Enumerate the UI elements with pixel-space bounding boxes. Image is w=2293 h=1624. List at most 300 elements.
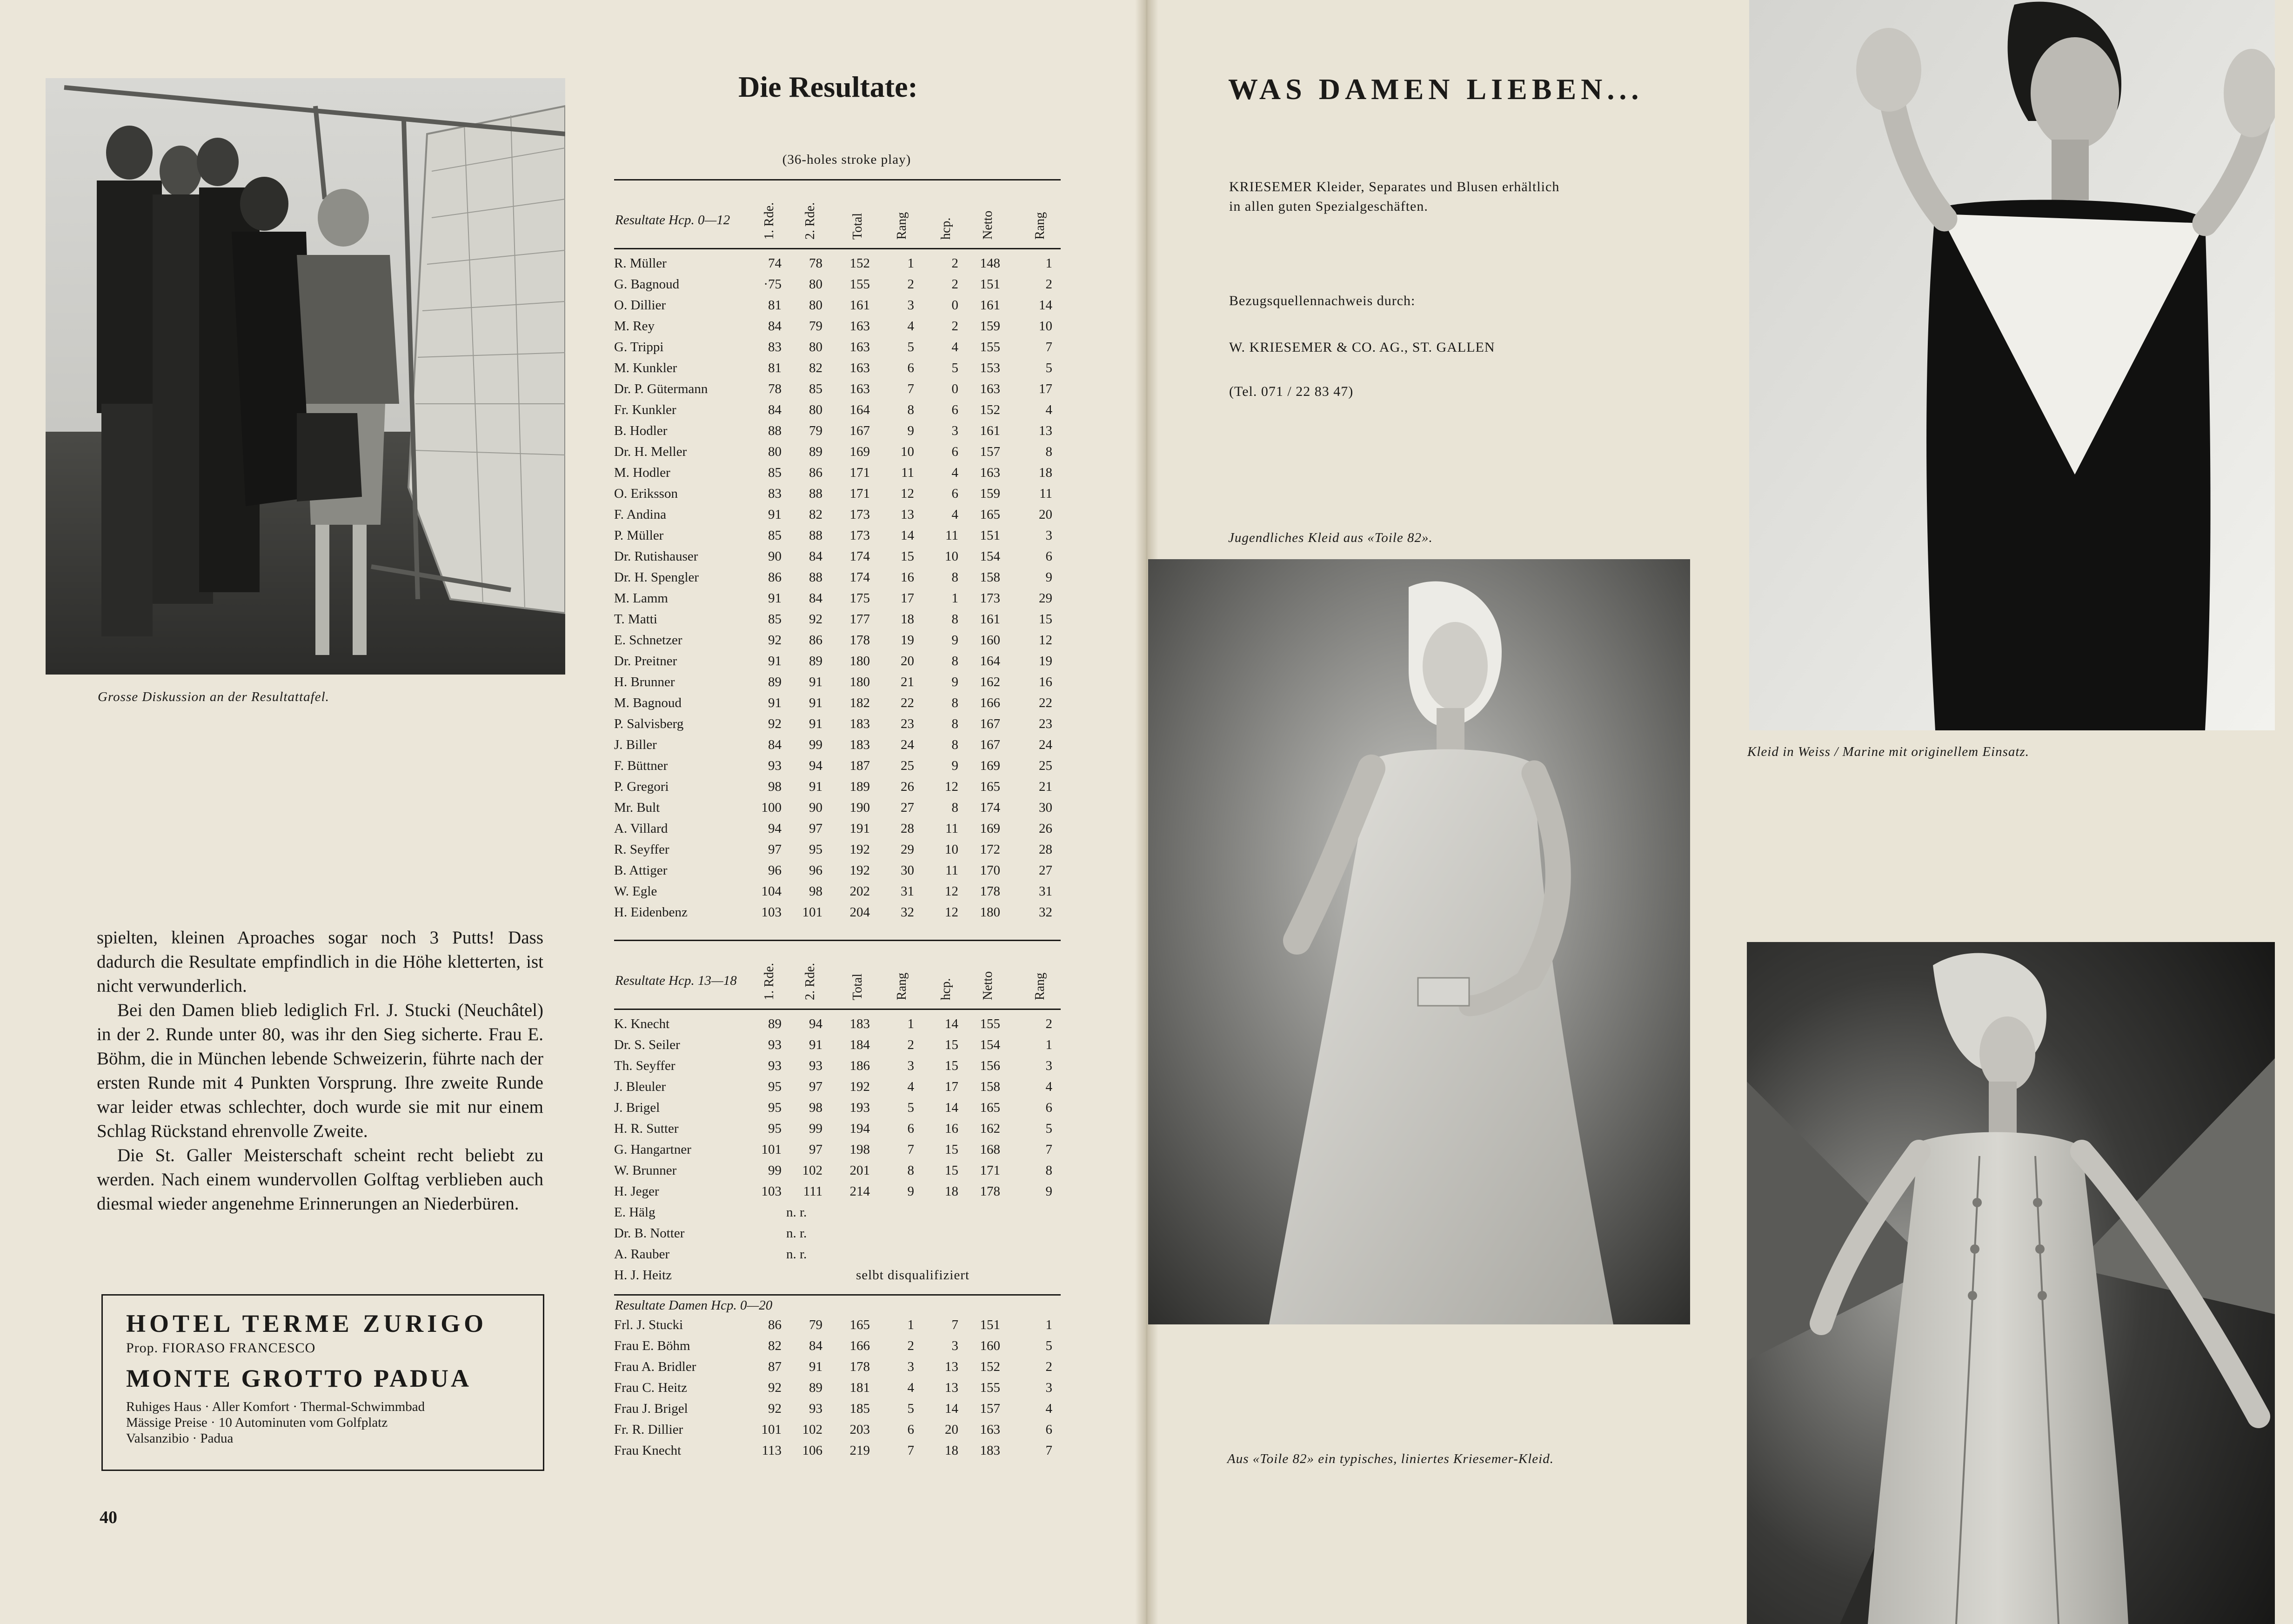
group1-row-23-col-3: 183 [849,737,870,752]
group1-row-29-col-7: 27 [1039,863,1052,878]
group2-row-0-col-1: 89 [768,1016,782,1031]
group3-row-1-col-3: 166 [849,1338,870,1353]
group1-row-9-col-7: 8 [1045,444,1052,459]
group2-row-3-col-5: 17 [945,1079,958,1094]
group3-row-2-col-3: 178 [849,1359,870,1374]
group1-row-17-col-3: 177 [849,612,870,627]
group1-row-8-col-6: 161 [980,423,1000,438]
group1-row-1-name: G. Bagnoud [614,277,680,292]
group1-row-2-name: O. Dillier [614,298,666,313]
group2-row-2-col-1: 93 [768,1058,782,1073]
group3-row-5-col-5: 20 [945,1422,958,1437]
group1-row-18-name: E. Schnetzer [614,633,682,648]
group2-row-6-col-2: 97 [809,1142,822,1157]
group2-header-col-4: hcp. [939,978,953,1000]
group3-row-1-col-1: 82 [768,1338,782,1353]
group1-row-7-col-7: 4 [1045,402,1052,417]
group2-dq-status: selbt disqualifiziert [856,1268,970,1283]
group1-row-19-col-6: 164 [980,654,1000,668]
group2-row-5-col-3: 194 [849,1121,870,1136]
group2-row-6-col-4: 7 [907,1142,914,1157]
group1-header-bottom-rule [614,248,1061,249]
group3-row-0-col-2: 79 [809,1317,822,1332]
group3-row-1-name: Frau E. Böhm [614,1338,690,1353]
group3-row-6-col-2: 106 [802,1443,822,1458]
group2-row-4-col-3: 193 [849,1100,870,1115]
group3-row-4-name: Frau J. Brigel [614,1401,688,1416]
group2-row-8-name: H. Jeger [614,1184,659,1199]
group3-row-3-name: Frau C. Heitz [614,1380,688,1395]
group1-row-6-col-3: 163 [849,381,870,396]
group2-row-7-col-6: 171 [980,1163,1000,1178]
group1-row-12-col-5: 4 [951,507,958,522]
group1-row-2-col-7: 14 [1039,298,1052,313]
group2-row-7-col-1: 99 [768,1163,782,1178]
hotel-proprietor: Prop. FIORASO FRANCESCO [126,1340,316,1356]
group1-row-6-col-6: 163 [980,381,1000,396]
group1-row-1-col-4: 2 [907,277,914,292]
group1-header-col-5: Netto [981,210,995,240]
group2-dq-name: H. J. Heitz [614,1268,672,1283]
group3-row-6-col-1: 113 [762,1443,782,1458]
group1-row-5-col-4: 6 [907,361,914,375]
group1-row-25-col-5: 12 [945,779,958,794]
group1-row-21-col-6: 166 [980,695,1000,710]
group3-row-5-col-2: 102 [802,1422,822,1437]
group1-row-30-col-6: 178 [980,884,1000,899]
group1-row-23-col-6: 167 [980,737,1000,752]
group2-row-3-col-1: 95 [768,1079,782,1094]
group1-row-22-col-2: 91 [809,716,822,731]
group2-row-3-col-2: 97 [809,1079,822,1094]
group1-row-8-col-2: 79 [809,423,822,438]
group1-row-23-col-2: 99 [809,737,822,752]
group1-row-25-col-2: 91 [809,779,822,794]
group1-row-13-col-5: 11 [945,528,958,543]
group2-nr-row-1-status: n. r. [786,1226,807,1241]
group1-row-10-col-5: 4 [951,465,958,480]
group1-header-col-3: Rang [895,212,909,240]
group3-row-1-col-7: 5 [1045,1338,1052,1353]
group1-row-11-col-1: 83 [768,486,782,501]
group1-row-20-col-7: 16 [1039,675,1052,689]
group1-row-19-name: Dr. Preitner [614,654,677,668]
group1-row-28-col-5: 10 [945,842,958,857]
group1-row-24-col-6: 169 [980,758,1000,773]
group1-row-6-col-7: 17 [1039,381,1052,396]
group3-top-rule [614,1294,1061,1296]
group3-row-6-col-7: 7 [1045,1443,1052,1458]
article-paragraph-1: spielten, kleinen Aproaches sogar noch 3 Putts! Dass dadurch die Resultate empfindlich in die Höhe kletterten, ist nicht verwunderlich. [97,928,543,996]
group2-header-col-2: Total [850,973,865,1000]
group1-row-26-name: Mr. Bult [614,800,660,815]
group1-row-21-name: M. Bagnoud [614,695,682,710]
group1-row-0-name: R. Müller [614,256,667,271]
caption-jugendliches-kleid: Jugendliches Kleid aus «Toile 82». [1228,530,1433,545]
group2-row-2-name: Th. Seyffer [614,1058,675,1073]
group1-row-24-col-1: 93 [768,758,782,773]
group1-row-26-col-7: 30 [1039,800,1052,815]
group2-row-6-col-5: 15 [945,1142,958,1157]
group1-row-4-col-2: 80 [809,340,822,354]
group1-row-12-col-7: 20 [1039,507,1052,522]
group2-row-1-col-4: 2 [907,1037,914,1052]
group3-row-2-col-4: 3 [907,1359,914,1374]
group1-row-1-col-7: 2 [1045,277,1052,292]
group1-row-19-col-3: 180 [849,654,870,668]
group1-row-13-name: P. Müller [614,528,664,543]
group2-row-3-col-6: 158 [980,1079,1000,1094]
group1-row-22-name: P. Salvisberg [614,716,684,731]
group1-row-31-col-6: 180 [980,905,1000,920]
group2-row-5-col-6: 162 [980,1121,1000,1136]
group3-row-2-col-2: 91 [809,1359,822,1374]
group3-row-6-col-4: 7 [907,1443,914,1458]
group1-row-9-col-5: 6 [951,444,958,459]
group1-header-col-2: Total [850,213,865,240]
group3-row-5-col-1: 101 [761,1422,782,1437]
group1-row-4-col-1: 83 [768,340,782,354]
group1-row-7-name: Fr. Kunkler [614,402,676,417]
group1-row-10-name: M. Hodler [614,465,670,480]
group1-row-28-col-7: 28 [1039,842,1052,857]
group3-row-5-col-7: 6 [1045,1422,1052,1437]
caption-kleid-weiss-marine: Kleid in Weiss / Marine mit originellem Einsatz. [1747,744,2029,759]
group2-row-4-col-1: 95 [768,1100,782,1115]
group1-row-17-col-4: 18 [901,612,914,627]
group2-row-8-col-6: 178 [980,1184,1000,1199]
group1-row-7-col-5: 6 [951,402,958,417]
group3-row-3-col-3: 181 [849,1380,870,1395]
group1-row-27-col-5: 11 [945,821,958,836]
group3-row-3-col-6: 155 [980,1380,1000,1395]
hotel-line-2: Mässige Preise · 10 Autominuten vom Golfplatz [126,1415,388,1430]
group2-row-6-col-3: 198 [849,1142,870,1157]
group2-row-4-name: J. Brigel [614,1100,660,1115]
group1-row-19-col-4: 20 [901,654,914,668]
group1-row-18-col-7: 12 [1039,633,1052,648]
group2-nr-row-0-name: E. Hälg [614,1205,655,1220]
group1-row-8-col-1: 88 [768,423,782,438]
group1-row-26-col-5: 8 [951,800,958,815]
group1-row-20-col-2: 91 [809,675,822,689]
group2-row-8-col-1: 103 [761,1184,782,1199]
group3-row-4-col-6: 157 [980,1401,1000,1416]
group3-row-3-col-2: 89 [809,1380,822,1395]
group1-row-3-col-4: 4 [907,319,914,334]
group1-row-25-col-6: 165 [980,779,1000,794]
group1-row-5-col-2: 82 [809,361,822,375]
group1-row-24-col-4: 25 [901,758,914,773]
group3-row-3-col-4: 4 [907,1380,914,1395]
group3-row-0-col-1: 86 [768,1317,782,1332]
group1-row-18-col-4: 19 [901,633,914,648]
group1-row-21-col-7: 22 [1039,695,1052,710]
page-number: 40 [100,1508,117,1527]
group1-row-2-col-1: 81 [768,298,782,313]
group1-row-15-col-3: 174 [849,570,870,585]
group2-row-2-col-5: 15 [945,1058,958,1073]
company-name: W. KRIESEMER & CO. AG., ST. GALLEN [1229,340,1495,355]
group1-row-30-col-2: 98 [809,884,822,899]
group1-row-28-col-3: 192 [849,842,870,857]
group2-header-col-6: Rang [1033,972,1047,1000]
group1-row-11-col-7: 11 [1039,486,1052,501]
group2-row-1-col-7: 1 [1045,1037,1052,1052]
group1-row-13-col-2: 88 [809,528,822,543]
group3-row-0-col-6: 151 [980,1317,1000,1332]
group1-row-16-name: M. Lamm [614,591,668,606]
group1-row-26-col-2: 90 [809,800,822,815]
group3-row-2-name: Frau A. Bridler [614,1359,696,1374]
group1-row-18-col-3: 178 [849,633,870,648]
group1-row-28-col-2: 95 [809,842,822,857]
group1-row-1-col-5: 2 [951,277,958,292]
group2-row-4-col-7: 6 [1045,1100,1052,1115]
group1-row-10-col-4: 11 [901,465,914,480]
group2-row-1-col-1: 93 [768,1037,782,1052]
group2-row-1-col-5: 15 [945,1037,958,1052]
group1-row-15-col-4: 16 [901,570,914,585]
ad-intro-line-1: KRIESEMER Kleider, Separates und Blusen erhältlich [1229,179,1560,194]
group2-row-3-col-7: 4 [1045,1079,1052,1094]
group2-row-2-col-7: 3 [1045,1058,1052,1073]
group1-row-27-name: A. Villard [614,821,668,836]
group1-row-30-col-7: 31 [1039,884,1052,899]
group1-row-16-col-3: 175 [849,591,870,606]
group2-row-6-col-1: 101 [761,1142,782,1157]
group1-row-16-col-2: 84 [809,591,822,606]
group1-row-11-col-4: 12 [901,486,914,501]
group1-row-24-col-3: 187 [849,758,870,773]
group1-row-9-col-6: 157 [980,444,1000,459]
group1-row-0-col-3: 152 [849,256,870,271]
group2-row-2-col-2: 93 [809,1058,822,1073]
hotel-name: HOTEL TERME ZURIGO [126,1310,488,1337]
group1-row-9-col-3: 169 [849,444,870,459]
group1-row-13-col-1: 85 [768,528,782,543]
group1-row-29-col-6: 170 [980,863,1000,878]
group1-row-14-col-2: 84 [809,549,822,564]
photo-liniertes-kleid [1747,942,2275,1624]
group3-row-1-col-4: 2 [907,1338,914,1353]
group2-row-1-col-2: 91 [809,1037,822,1052]
group3-row-2-col-6: 152 [980,1359,1000,1374]
group2-row-3-col-4: 4 [907,1079,914,1094]
group3-row-6-name: Frau Knecht [614,1443,682,1458]
group1-row-29-col-3: 192 [849,863,870,878]
group1-row-17-col-7: 15 [1039,612,1052,627]
group1-row-25-col-4: 26 [901,779,914,794]
group2-row-2-col-6: 156 [980,1058,1000,1073]
group1-header-col-6: Rang [1033,212,1047,240]
group2-row-4-col-6: 165 [980,1100,1000,1115]
group3-row-1-col-6: 160 [980,1338,1000,1353]
group2-row-6-col-6: 168 [980,1142,1000,1157]
group1-row-25-col-3: 189 [849,779,870,794]
group3-row-3-col-1: 92 [768,1380,782,1395]
group1-row-3-col-5: 2 [951,319,958,334]
group2-row-7-col-7: 8 [1045,1163,1052,1178]
group1-row-20-col-4: 21 [901,675,914,689]
group1-row-30-col-5: 12 [945,884,958,899]
group2-row-5-col-1: 95 [768,1121,782,1136]
group1-row-15-col-5: 8 [951,570,958,585]
group1-row-5-col-5: 5 [951,361,958,375]
group2-row-4-col-4: 5 [907,1100,914,1115]
group2-row-5-name: H. R. Sutter [614,1121,679,1136]
group1-row-24-col-2: 94 [809,758,822,773]
group1-row-30-col-1: 104 [761,884,782,899]
group1-row-7-col-2: 80 [809,402,822,417]
group1-row-14-col-4: 15 [901,549,914,564]
group1-row-21-col-3: 182 [849,695,870,710]
group3-row-4-col-7: 4 [1045,1401,1052,1416]
group2-header-col-0: 1. Rde. [762,962,776,1000]
group2-row-6-col-7: 7 [1045,1142,1052,1157]
group2-row-0-col-2: 94 [809,1016,822,1031]
group2-row-0-col-4: 1 [907,1016,914,1031]
group1-row-11-name: O. Eriksson [614,486,678,501]
group3-row-3-col-7: 3 [1045,1380,1052,1395]
group1-row-2-col-6: 161 [980,298,1000,313]
group3-row-2-col-7: 2 [1045,1359,1052,1374]
group3-label: Resultate Damen Hcp. 0—20 [615,1298,773,1313]
group2-row-5-col-2: 99 [809,1121,822,1136]
group2-row-7-col-2: 102 [802,1163,822,1178]
group2-row-5-col-5: 16 [945,1121,958,1136]
group1-row-29-col-2: 96 [809,863,822,878]
group2-row-5-col-7: 5 [1045,1121,1052,1136]
group1-row-19-col-1: 91 [768,654,782,668]
group3-row-5-name: Fr. R. Dillier [614,1422,683,1437]
photo-jugendliches-kleid [1148,559,1690,1324]
group1-row-0-col-1: 74 [768,256,782,271]
group1-row-27-col-7: 26 [1039,821,1052,836]
group1-row-11-col-5: 6 [951,486,958,501]
group1-row-27-col-6: 169 [980,821,1000,836]
group1-row-31-col-7: 32 [1039,905,1052,920]
results-title: Die Resultate: [738,70,918,103]
photo-caption: Grosse Diskussion an der Resultattafel. [98,689,329,704]
group1-row-10-col-1: 85 [768,465,782,480]
group1-row-22-col-1: 92 [768,716,782,731]
group1-row-25-col-1: 98 [768,779,782,794]
group1-row-7-col-1: 84 [768,402,782,417]
group2-row-7-col-3: 201 [849,1163,870,1178]
group1-row-13-col-4: 14 [901,528,914,543]
group2-header-bottom-rule [614,1009,1061,1010]
group2-row-1-col-6: 154 [980,1037,1000,1052]
group2-row-8-col-4: 9 [907,1184,914,1199]
group2-header-label: Resultate Hcp. 13—18 [615,973,737,988]
group2-row-8-col-3: 214 [849,1184,870,1199]
group1-row-25-name: P. Gregori [614,779,669,794]
group1-row-19-col-2: 89 [809,654,822,668]
group1-row-13-col-3: 173 [849,528,870,543]
article-paragraph-3: Die St. Galler Meisterschaft scheint recht beliebt zu werden. Nach einem wundervollen Golftag verblieben auch diesmal wieder angenehme Erinnerungen an Niederbüren. [97,1145,543,1214]
group1-row-9-name: Dr. H. Meller [614,444,687,459]
group1-row-21-col-2: 91 [809,695,822,710]
group1-row-4-col-5: 4 [951,340,958,354]
group1-row-0-col-5: 2 [951,256,958,271]
group1-row-13-col-7: 3 [1045,528,1052,543]
group2-row-0-col-7: 2 [1045,1016,1052,1031]
group1-row-17-col-1: 85 [768,612,782,627]
group1-header-top-rule [614,179,1061,180]
group1-row-16-col-6: 173 [980,591,1000,606]
group1-row-3-name: M. Rey [614,319,655,334]
hotel-line-3: Valsanzibio · Padua [126,1431,234,1446]
group1-row-5-name: M. Kunkler [614,361,677,375]
group1-row-7-col-4: 8 [907,402,914,417]
group1-row-0-col-6: 148 [980,256,1000,271]
group1-row-26-col-6: 174 [980,800,1000,815]
group3-row-5-col-3: 203 [849,1422,870,1437]
group1-row-4-col-7: 7 [1045,340,1052,354]
group1-row-14-col-1: 90 [768,549,782,564]
group2-header-col-3: Rang [895,972,909,1000]
group1-row-28-col-4: 29 [901,842,914,857]
group1-row-24-col-7: 25 [1039,758,1052,773]
group1-row-28-col-6: 172 [980,842,1000,857]
group1-row-28-name: R. Seyffer [614,842,669,857]
group1-row-1-col-3: 155 [849,277,870,292]
group2-row-4-col-2: 98 [809,1100,822,1115]
group3-row-4-col-3: 185 [849,1401,870,1416]
group1-row-25-col-7: 21 [1039,779,1052,794]
ad-headline: WAS DAMEN LIEBEN... [1228,73,1644,106]
group1-row-23-col-4: 24 [901,737,914,752]
group1-row-21-col-4: 22 [901,695,914,710]
group2-nr-row-0-status: n. r. [786,1205,807,1220]
group1-row-31-col-2: 101 [802,905,822,920]
group1-row-23-col-7: 24 [1039,737,1052,752]
group2-header-col-1: 2. Rde. [803,962,817,1000]
group1-row-13-col-6: 151 [980,528,1000,543]
group3-row-2-col-5: 13 [945,1359,958,1374]
group1-header-col-1: 2. Rde. [803,202,817,240]
article-body [97,926,543,1216]
group1-row-11-col-2: 88 [809,486,822,501]
group3-row-0-col-7: 1 [1045,1317,1052,1332]
group2-row-4-col-5: 14 [945,1100,958,1115]
group1-row-3-col-3: 163 [849,319,870,334]
group1-row-27-col-3: 191 [849,821,870,836]
group1-row-22-col-7: 23 [1039,716,1052,731]
group1-row-0-col-7: 1 [1045,256,1052,271]
group1-row-8-col-5: 3 [951,423,958,438]
group2-row-0-col-6: 155 [980,1016,1000,1031]
group2-row-6-name: G. Hangartner [614,1142,691,1157]
group1-row-26-col-1: 100 [761,800,782,815]
group1-row-17-col-5: 8 [951,612,958,627]
group1-header-col-0: 1. Rde. [762,202,776,240]
group2-row-0-col-3: 183 [849,1016,870,1031]
group1-row-20-col-5: 9 [951,675,958,689]
group1-row-4-name: G. Trippi [614,340,664,354]
group1-row-22-col-3: 183 [849,716,870,731]
group1-row-6-col-2: 85 [809,381,822,396]
group1-row-15-name: Dr. H. Spengler [614,570,699,585]
group1-row-11-col-6: 159 [980,486,1000,501]
group2-header-col-5: Netto [981,971,995,1000]
group1-row-29-name: B. Attiger [614,863,668,878]
hotel-line-1: Ruhiges Haus · Aller Komfort · Thermal-Schwimmbad [126,1399,425,1414]
group3-row-6-col-3: 219 [849,1443,870,1458]
group1-row-29-col-1: 96 [768,863,782,878]
group2-row-5-col-4: 6 [907,1121,914,1136]
